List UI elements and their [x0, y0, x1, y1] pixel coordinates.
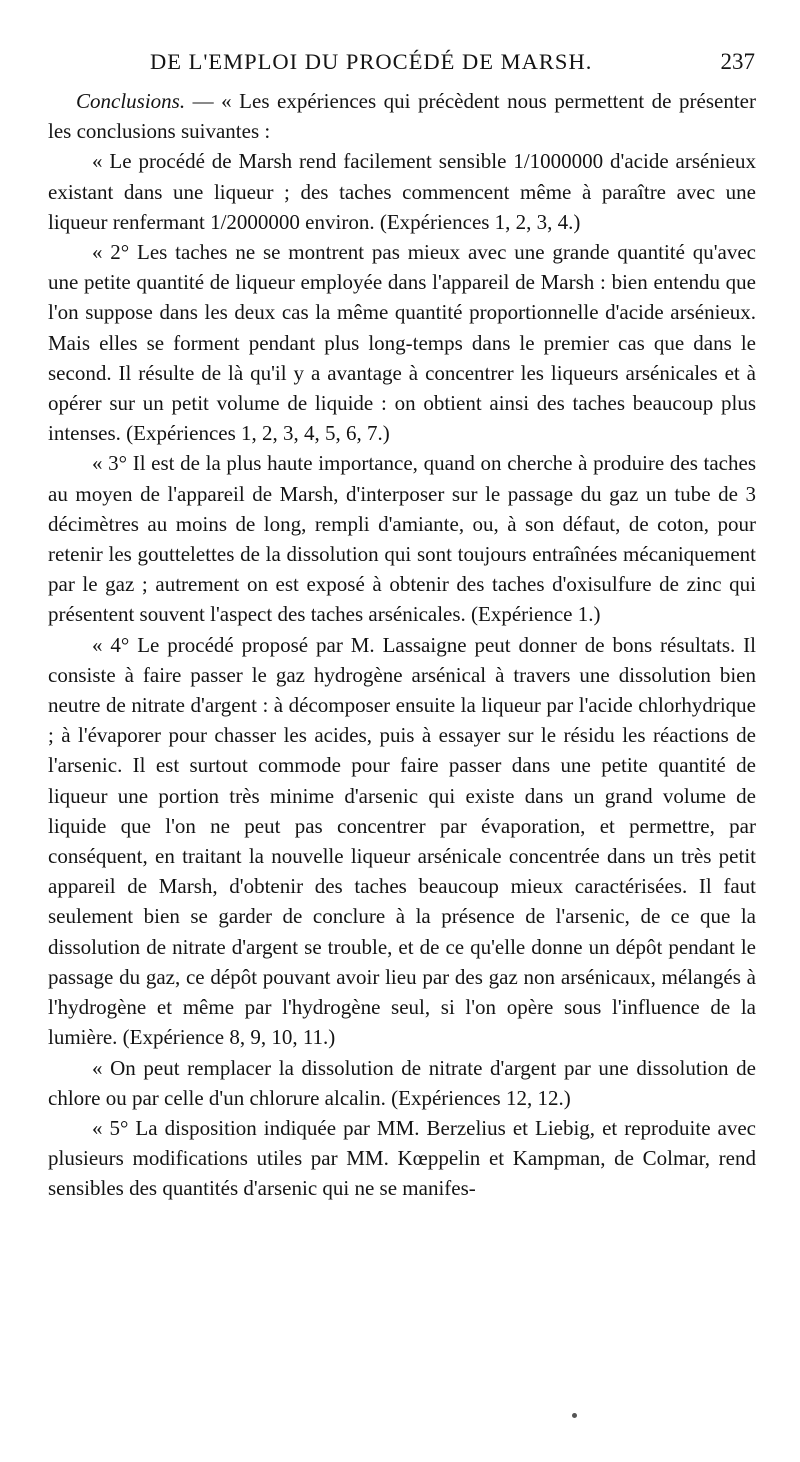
page-header: [150, 44, 755, 80]
paragraph-2: « 2° Les taches ne se montrent pas mieux avec une grande quantité qu'avec une petite quantité de liqueur employée dans l'appareil de Marsh : bien entendu que l'on suppose dans les deux cas la même quantité proportionnelle d'acide arsénieux. Mais elles se forment pendant plus long-temps dans le premier cas que dans le second. Il résulte de là qu'il y a avantage à concentrer les liqueurs arsénicales et à opérer sur un petit volume de liquide : on obtient ainsi des taches beaucoup plus intenses. (Expériences 1, 2, 3, 4, 5, 6, 7.): [48, 240, 756, 446]
intro-text: — « Les expériences qui précèdent nous permettent de présenter les conclusions suivantes :: [48, 89, 756, 144]
conclusions-intro: [48, 86, 756, 146]
running-title: DE L'EMPLOI DU PROCÉDÉ DE MARSH.: [150, 49, 593, 74]
page-number: 237: [720, 49, 755, 74]
ink-speck: [572, 1413, 577, 1418]
paragraph-3: « 3° Il est de la plus haute importance, quand on cherche à produire des taches au moyen de l'appareil de Marsh, d'interposer sur le passage du gaz un tube de 3 décimètres au moins de long, rempli d'amiante, ou, à son défaut, de coton, pour retenir les gouttelettes de la dissolution qui sont toujours entraînées mécaniquement par le gaz ; autrement on est exposé à obtenir des taches d'oxisulfure de zinc qui présentent souvent l'aspect des taches arsénicales. (Expérience 1.): [48, 451, 756, 627]
paragraph-4: « 4° Le procédé proposé par M. Lassaigne peut donner de bons résultats. Il consiste à faire passer le gaz hydrogène arsénical à travers une dissolution bien neutre de nitrate d'argent : à décomposer ensuite la liqueur par l'acide chlorhydrique ; à l'évaporer pour chasser les acides, puis à essayer sur le résidu les réactions de l'arsenic. Il est surtout commode pour faire passer dans une petite quantité de liqueur une portion très minime d'arsenic qui existe dans un grand volume de liquide que l'on ne peut pas concentrer par évaporation, et permettre, par conséquent, en traitant la nouvelle liqueur arsénicale concentrée dans un très petit appareil de Marsh, d'obtenir des taches beaucoup mieux caractérisées. Il faut seulement bien se garder de conclure à la présence de l'arsenic, de ce que la dissolution de nitrate d'argent se trouble, et de ce qu'elle donne un dépôt pendant le passage du gaz, ce dépôt pouvant avoir lieu par des gaz non arsénicaux, mélangés à l'hydrogène et même par l'hydrogène seul, si l'on opère sous l'influence de la lumière. (Expérience 8, 9, 10, 11.): [48, 632, 756, 1050]
paragraph-5: « On peut remplacer la dissolution de nitrate d'argent par une dissolution de chlore ou par celle d'un chlorure alcalin. (Expériences 12, 12.): [48, 1055, 756, 1110]
section-label: Conclusions.: [76, 89, 186, 113]
body-text: [48, 86, 756, 1204]
paragraph-1: « Le procédé de Marsh rend facilement sensible 1/1000000 d'acide arsénieux existant dans une liqueur ; des taches commencent même à paraître avec une liqueur renfermant 1/2000000 environ. (Expériences 1, 2, 3, 4.): [48, 149, 756, 234]
paragraph-6: « 5° La disposition indiquée par MM. Berzelius et Liebig, et reproduite avec plusieurs modifications utiles par MM. Kœppelin et Kampman, de Colmar, rend sensibles des quantités d'arsenic qui ne se manifes-: [48, 1115, 756, 1201]
